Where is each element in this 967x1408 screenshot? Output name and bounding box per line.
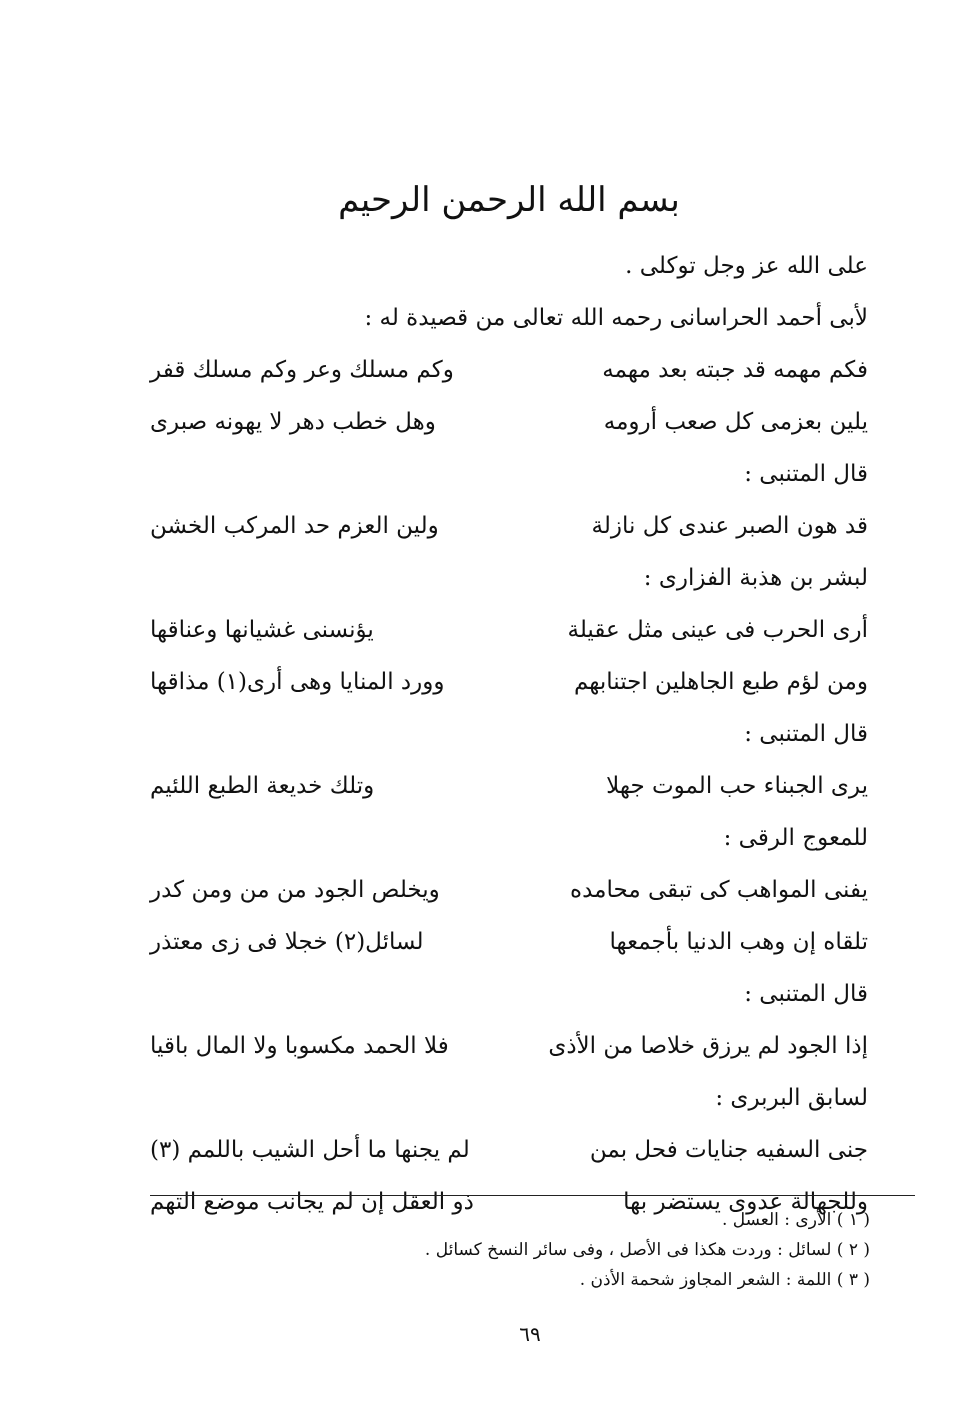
first-hemistich: وللجهالة عدوى يستضر بها bbox=[623, 1189, 868, 1215]
second-hemistich: لسائل(٢) خجلا فى زى معتذر bbox=[150, 929, 424, 955]
poet-attribution: قال المتنبى : bbox=[744, 721, 868, 747]
basmala-heading: بسم الله الرحمن الرحيم bbox=[338, 180, 680, 220]
poet-attribution: لسابق البربرى : bbox=[715, 1085, 868, 1111]
first-hemistich: يفنى المواهب كى تبقى محامده bbox=[570, 877, 868, 903]
second-hemistich: وهل خطب دهر لا يهونه صبرى bbox=[150, 409, 436, 435]
first-hemistich: قد هون الصبر عندى كل نازلة bbox=[591, 513, 868, 539]
poet-attribution: لأبى أحمد الحراسانى رحمه الله تعالى من قصيدة له : bbox=[364, 305, 868, 331]
second-hemistich: ذو العقل إن لم يجانب موضع التهم bbox=[150, 1189, 474, 1215]
poem-blocks bbox=[150, 292, 868, 1228]
second-hemistich: وتلك خديعة الطبع اللئيم bbox=[150, 773, 375, 799]
second-hemistich: لم يجنها ما أحل الشيب باللمم (٣) bbox=[150, 1137, 470, 1163]
first-hemistich: إذا الجود لم يرزق خلاصا من الأذى bbox=[548, 1033, 868, 1059]
second-hemistich: فلا الحمد مكسوبا ولا المال باقيا bbox=[150, 1033, 449, 1059]
footnotes bbox=[152, 1205, 870, 1295]
footnote: ( ٢ ) لسائل : وردت هكذا فى الأصل ، وفى سائر النسخ كسائل . bbox=[424, 1240, 870, 1260]
verse-line bbox=[150, 1020, 868, 1072]
second-hemistich: وورد المنايا وهى أرى(١) مذاقها bbox=[150, 669, 445, 695]
poet-attribution: قال المتنبى : bbox=[744, 461, 868, 487]
verse-line bbox=[150, 396, 868, 448]
footnote-divider bbox=[150, 1195, 915, 1196]
verse-line bbox=[150, 864, 868, 916]
second-hemistich: ويخلص الجود من من ومن كدر bbox=[150, 877, 440, 903]
footnote: ( ٣ ) اللمة : الشعر المجاوز شحمة الأذن . bbox=[579, 1270, 870, 1290]
second-hemistich: وكم مسلك وعر وكم مسلك قفر bbox=[150, 357, 454, 383]
verse-line bbox=[150, 344, 868, 396]
first-hemistich: جنى السفيه جنايات فحل بمن bbox=[589, 1137, 868, 1163]
verse-line bbox=[150, 604, 868, 656]
poet-attribution: للمعوج الرقى : bbox=[723, 825, 868, 851]
page-number: ٦٩ bbox=[519, 1322, 541, 1346]
second-hemistich: يؤنسنى غشيانها وعناقها bbox=[150, 617, 374, 643]
verse-line bbox=[150, 500, 868, 552]
verse-line bbox=[150, 656, 868, 708]
first-hemistich: يلين بعزمى كل صعب أرومه bbox=[603, 409, 868, 435]
poet-attribution: لبشر بن هذبة الفزارى : bbox=[643, 565, 868, 591]
second-hemistich: ولين العزم حد المركب الخشن bbox=[150, 513, 439, 539]
verse-line bbox=[150, 760, 868, 812]
first-hemistich: يرى الجبناء حب الموت جهلا bbox=[606, 773, 868, 799]
first-hemistich: أرى الحرب فى عينى مثل عقيلة bbox=[567, 617, 868, 643]
verse-line bbox=[150, 1124, 868, 1176]
invocation-line: على الله عز وجل توكلى . bbox=[625, 253, 868, 279]
first-hemistich: ومن لؤم طبع الجاهلين اجتنابهم bbox=[573, 669, 868, 695]
verse-line bbox=[150, 916, 868, 968]
poet-attribution: قال المتنبى : bbox=[744, 981, 868, 1007]
first-hemistich: فكم مهمه قد جبته بعد مهمه bbox=[602, 357, 868, 383]
first-hemistich: تلقاه إن وهب الدنيا بأجمعها bbox=[609, 929, 868, 955]
page-body bbox=[150, 170, 868, 1360]
footnote: ( ١ ) الأرى : العسل . bbox=[721, 1210, 870, 1230]
